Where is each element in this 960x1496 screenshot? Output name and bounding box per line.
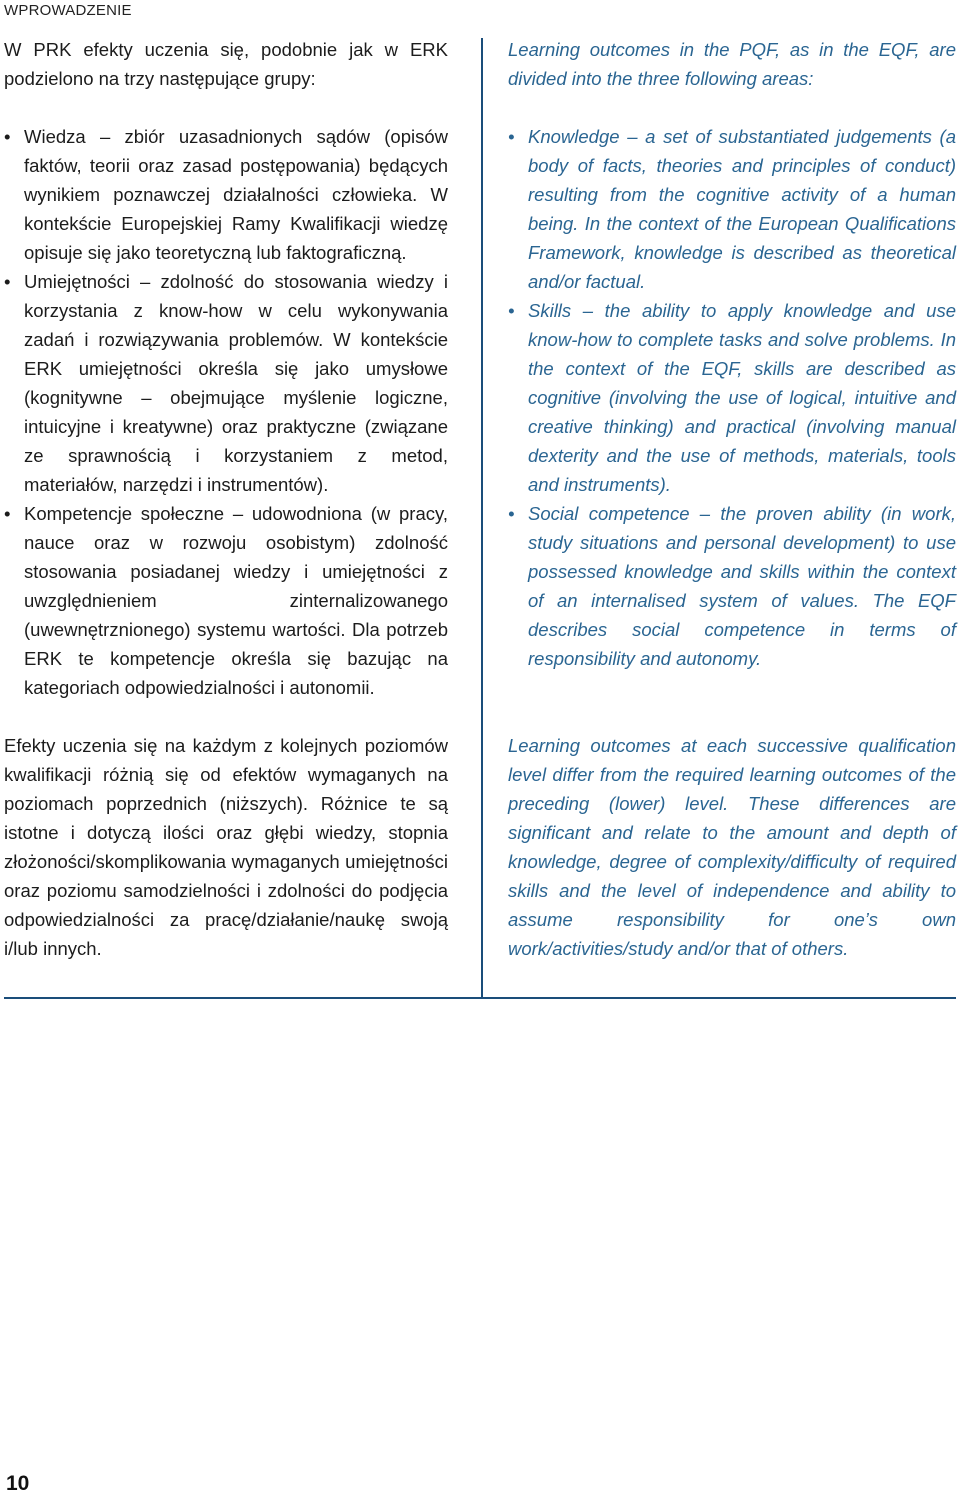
areas-list-en (508, 122, 956, 673)
bullet-icon: • (4, 503, 11, 524)
list-item-text: Umiejętności – zdolność do stosowania wiedzy i korzystania z know-how w celu wykonywania zadań i rozwiązywania problemów. W kontekście ERK umiejętności określa się jako umysłowe (kognitywne – obejmujące myślenie logiczne, intuicyjne i kreatywne) oraz praktyczne (związane ze sprawnością i korzystaniem z metod, materiałów, narzędzi i instrumentów). (24, 271, 448, 495)
bullet-icon: • (4, 271, 11, 292)
list-item-text: Knowledge – a set of substantiated judgements (a body of facts, theories and principles of conduct) resulting from the cognitive activity of a human being. In the context of the European Qualifications Framework, knowledge is described as theoretical and/or factual. (528, 126, 956, 292)
outcomes-en (508, 731, 956, 963)
bottom-rule (4, 997, 956, 999)
list-item-kompetencje (4, 499, 448, 702)
list-item-text: Social competence – the proven ability (in work, study situations and personal development) to use possessed knowledge and skills within the context of an internalised system of values. The EQF describes social competence in terms of responsibility and autonomy. (528, 503, 956, 669)
list-item-skills (508, 296, 956, 499)
list-item-umiejetnosci (4, 267, 448, 499)
section-label: WPROWADZENIE (4, 2, 132, 19)
bullet-icon: • (4, 126, 11, 147)
list-item-knowledge (508, 122, 956, 296)
intro-pl (4, 35, 448, 93)
intro-en (508, 35, 956, 93)
outcomes-en-text: Learning outcomes at each successive qualification level differ from the required learning outcomes of the preceding (lower) level. These differences are significant and relate to the amount and depth of knowledge, degree of complexity/difficulty of required skills and the level of independence and ability to assume responsibility for one’s own work/activities/study and/or that of others. (508, 735, 956, 959)
column-divider (481, 38, 483, 998)
list-item-text: Skills – the ability to apply knowledge and use know-how to complete tasks and solve problems. In the context of the EQF, skills are described as cognitive (involving the use of logical, intuitive and creative thinking) and practical (involving manual dexterity and the use of methods, materials, tools and instruments). (528, 300, 956, 495)
outcomes-pl (4, 731, 448, 963)
list-item-wiedza (4, 122, 448, 267)
intro-en-text: Learning outcomes in the PQF, as in the EQF, are divided into the three following areas: (508, 39, 956, 89)
list-item-text: Kompetencje społeczne – udowodniona (w pracy, nauce oraz w rozwoju osobistym) zdolność stosowania posiadanej wiedzy i umiejętności z uwzględnieniem zinternalizowanego (uwewnętrznionego) systemu wartości. Dla potrzeb ERK te kompetencje określa się bazując na kategoriach odpowiedzialności i autonomii. (24, 503, 448, 698)
bullet-icon: • (508, 503, 515, 524)
list-item-text: Wiedza – zbiór uzasadnionych sądów (opisów faktów, teorii oraz zasad postępowania) będących wynikiem poznawczej działalności człowieka. W kontekście Europejskiej Ramy Kwalifikacji wiedzę opisuje się jako teoretyczną lub faktograficzną. (24, 126, 448, 263)
areas-list-pl (4, 122, 448, 702)
page-number: 10 (6, 1472, 30, 1495)
outcomes-pl-text: Efekty uczenia się na każdym z kolejnych poziomów kwalifikacji różnią się od efektów wymaganych na poziomach poprzednich (niższych). Różnice te są istotne i dotyczą ilości oraz głębi wiedzy, stopnia złożoności/skomplikowania wymaganych umiejętności oraz poziomu samodzielności i zdolności do podjęcia odpowiedzialności za pracę/działanie/naukę swoją i/lub innych. (4, 735, 448, 959)
intro-pl-text: W PRK efekty uczenia się, podobnie jak w ERK podzielono na trzy następujące grupy: (4, 39, 448, 89)
bullet-icon: • (508, 126, 515, 147)
bullet-icon: • (508, 300, 515, 321)
list-item-social-competence (508, 499, 956, 673)
